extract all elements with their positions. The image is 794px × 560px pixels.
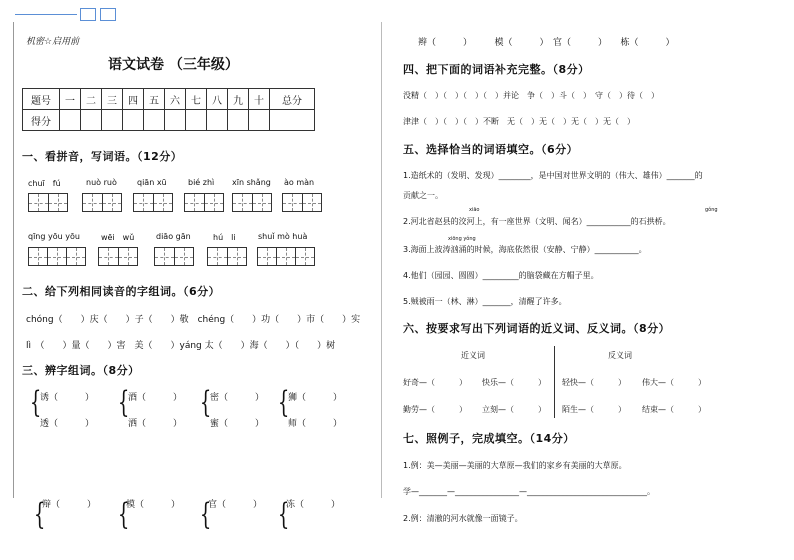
writing-grid[interactable]	[232, 193, 272, 212]
brace: {	[277, 385, 290, 420]
brace: {	[117, 385, 130, 420]
score-cell[interactable]	[186, 110, 207, 131]
score-header-cell: 题号	[23, 89, 60, 110]
s3-item: 蜜（ ）	[210, 419, 265, 429]
s4-line: 津津（ ）（ ）（ ）不断 无（ ）无（ ）无（ ）无（ ）	[403, 117, 635, 126]
score-cell[interactable]	[207, 110, 228, 131]
writing-grid[interactable]	[207, 247, 247, 266]
score-cell[interactable]	[165, 110, 186, 131]
s3-item: 透（ ）	[40, 419, 95, 429]
writing-grid[interactable]	[82, 193, 122, 212]
score-header-cell: 十	[249, 89, 270, 110]
s3-item: 冻（ ）	[286, 500, 341, 510]
antonym-header: 反义词	[608, 351, 632, 360]
s3-item: 师（ ）	[288, 419, 343, 429]
pinyin: xīn shǎng	[232, 178, 271, 187]
antonym-item: 结束—（ ）	[642, 405, 706, 414]
header-box	[100, 8, 116, 21]
right-top-line: 辫（ ） 模（ ） 官（ ） 栋（ ）	[418, 38, 675, 48]
antonym-item: 轻快—（ ）	[562, 378, 626, 387]
score-cell[interactable]	[60, 110, 81, 131]
ruby-annotation: gǒng	[705, 207, 718, 213]
pinyin: shuǐ mò huà	[258, 232, 308, 241]
exam-title: 语文试卷 （三年级）	[108, 57, 239, 73]
score-row-label: 得分	[23, 110, 60, 131]
writing-grid[interactable]	[28, 193, 68, 212]
pinyin: chuī fú	[28, 179, 61, 188]
s3-item: 酒（ ）	[128, 393, 183, 403]
score-cell[interactable]	[249, 110, 270, 131]
writing-grid[interactable]	[133, 193, 173, 212]
synonym-item: 立刻—（ ）	[482, 405, 546, 414]
pinyin: hú li	[213, 233, 236, 242]
score-header-cell: 一	[60, 89, 81, 110]
score-header-cell: 三	[102, 89, 123, 110]
section2-heading: 二、给下列相同读音的字组词。（6分）	[22, 285, 221, 298]
score-header-cell: 七	[186, 89, 207, 110]
s3-item: 模（ ）	[126, 500, 181, 510]
s3-item: 洒（ ）	[128, 419, 183, 429]
brace: {	[33, 497, 46, 532]
score-cell[interactable]	[123, 110, 144, 131]
brace: {	[117, 497, 130, 532]
score-table	[22, 88, 315, 131]
s3-item: 官（ ）	[208, 500, 263, 510]
pinyin: qīng yōu yōu	[28, 232, 80, 241]
page-divider	[381, 22, 382, 498]
pinyin: ào màn	[284, 178, 315, 187]
binding-line	[13, 22, 14, 498]
column-divider	[554, 346, 555, 418]
score-header-cell: 六	[165, 89, 186, 110]
s2-line: lì （ ）量（ ）害 美（ ）yáng 太（ ）海（ ）（ ）树	[26, 341, 336, 351]
header-rule	[15, 14, 77, 15]
score-header-cell: 四	[123, 89, 144, 110]
score-cell[interactable]	[144, 110, 165, 131]
score-header-cell: 五	[144, 89, 165, 110]
section6-heading: 六、按要求写出下列词语的近义词、反义词。（8分）	[403, 322, 671, 335]
score-cell[interactable]	[228, 110, 249, 131]
score-header-cell: 九	[228, 89, 249, 110]
brace: {	[199, 497, 212, 532]
s3-item: 辩（ ）	[42, 500, 97, 510]
section5-heading: 五、选择恰当的词语填空。（6分）	[403, 143, 579, 156]
writing-grid[interactable]	[154, 247, 194, 266]
s3-item: 密（ ）	[210, 393, 265, 403]
score-header-cell: 总分	[270, 89, 315, 110]
score-header-cell: 八	[207, 89, 228, 110]
pinyin: diāo gān	[156, 232, 191, 241]
ruby-annotation: xiōng yǒng	[448, 236, 476, 242]
section3-heading: 三、辨字组词。（8分）	[22, 364, 140, 377]
confidential-label: 机密☆启用前	[26, 37, 80, 47]
section7-heading: 七、照例子，完成填空。（14分）	[403, 432, 575, 445]
score-cell[interactable]	[270, 110, 315, 131]
brace: {	[29, 385, 42, 420]
pinyin: qiān xū	[137, 178, 167, 187]
writing-grid[interactable]	[28, 247, 86, 266]
writing-grid[interactable]	[282, 193, 322, 212]
writing-grid[interactable]	[98, 247, 138, 266]
writing-grid[interactable]	[184, 193, 224, 212]
synonym-item: 快乐—（ ）	[482, 378, 546, 387]
synonym-item: 好奇—（ ）	[403, 378, 467, 387]
antonym-item: 陌生—（ ）	[562, 405, 626, 414]
s7-fill: 学—_______—________________—______________________________。	[403, 487, 655, 496]
header-box	[80, 8, 96, 21]
s5-item: 3.海面上波涛汹涌的时候，海底依然很（安静、宁静）___________。	[403, 245, 647, 254]
s5-item: 1.造纸术的（发明、发现）________，是中国对世界文明的（伟大、雄伟）_______的	[403, 171, 703, 180]
brace: {	[277, 497, 290, 532]
s5-item: 4.他们（园园、圆圆）_________的脑袋藏在方帽子里。	[403, 271, 599, 280]
section4-heading: 四、把下面的词语补充完整。（8分）	[403, 63, 590, 76]
pinyin: bié zhì	[188, 178, 215, 187]
s4-line: 没精（ ）（ ）（ ）（ ）并论 争（ ）斗（ ） 守（ ）待（ ）	[403, 91, 659, 100]
score-cell[interactable]	[102, 110, 123, 131]
pinyin: wēi wǔ	[101, 233, 135, 242]
score-header-cell: 二	[81, 89, 102, 110]
s5-item: 贡献之一。	[403, 191, 443, 200]
s7-example: 1.例：美—美丽—美丽的大草原—我们的家乡有美丽的大草原。	[403, 461, 627, 470]
synonym-header: 近义词	[461, 351, 485, 360]
antonym-item: 伟大—（ ）	[642, 378, 706, 387]
s5-item: 2.河北省赵县的洨河上，有一座世界（文明、闻名）___________的石拱桥。	[403, 217, 671, 226]
s3-item: 狮（ ）	[288, 393, 343, 403]
ruby-annotation: xiāo	[469, 207, 480, 213]
s3-item: 诱（ ）	[40, 393, 95, 403]
synonym-item: 勤劳—（ ）	[403, 405, 467, 414]
s5-item: 5.贼被雨一（林、淋）_______，清醒了许多。	[403, 297, 567, 306]
pinyin: nuò ruò	[86, 178, 117, 187]
s2-line: chóng（ ）庆（ ）子（ ）敬 chéng（ ）功（ ）市（ ）实	[26, 315, 361, 325]
score-cell[interactable]	[81, 110, 102, 131]
writing-grid[interactable]	[257, 247, 315, 266]
section1-heading: 一、看拼音，写词语。（12分）	[22, 150, 183, 163]
s7-example: 2.例：清澈的河水就像一面镜子。	[403, 514, 523, 523]
brace: {	[199, 385, 212, 420]
